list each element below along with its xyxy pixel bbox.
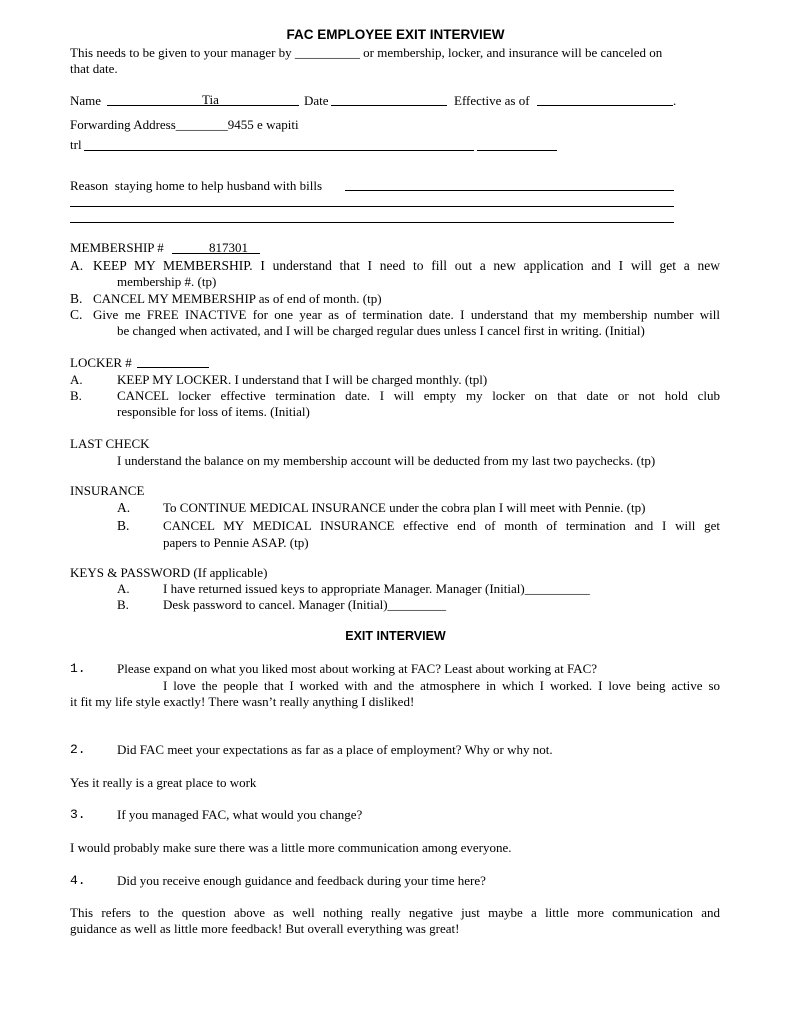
forwarding-underline-2[interactable]: [477, 150, 557, 151]
intro-line-2: that date.: [70, 61, 118, 76]
membership-c-line1: Give me FREE INACTIVE for one year as of termination date. I understand that my membership number will: [93, 307, 720, 322]
q3-text: If you managed FAC, what would you change?: [117, 807, 363, 822]
q1-number: 1.: [70, 661, 86, 676]
q2-answer: Yes it really is a great place to work: [70, 775, 257, 790]
q4-answer-line2: guidance as well as little more feedback! But overall everything was great!: [70, 921, 460, 936]
reason-line: [70, 178, 322, 194]
q4-number: 4.: [70, 873, 86, 888]
locker-a-marker: A.: [70, 372, 83, 387]
q4-text: Did you receive enough guidance and feedback during your time here?: [117, 873, 486, 888]
last-check-label: LAST CHECK: [70, 436, 150, 451]
last-check-text: I understand the balance on my membership account will be deducted from my last two paychecks. (tp): [117, 453, 656, 468]
exit-interview-heading: EXIT INTERVIEW: [345, 629, 446, 643]
keys-label: KEYS & PASSWORD (If applicable): [70, 565, 268, 580]
q3-answer: I would probably make sure there was a little more communication among everyone.: [70, 840, 512, 855]
reason-underline-3[interactable]: [70, 222, 674, 223]
forwarding-value[interactable]: 9455 e wapiti: [227, 117, 299, 132]
q4-answer-line1: This refers to the question above as well nothing really negative just maybe a little more communication and: [70, 905, 720, 920]
insurance-a-marker: A.: [117, 500, 131, 515]
membership-number[interactable]: 817301: [209, 240, 248, 255]
date-underline[interactable]: [331, 105, 447, 106]
insurance-a-text: To CONTINUE MEDICAL INSURANCE under the cobra plan I will meet with Pennie. (tp): [163, 500, 646, 515]
membership-label: MEMBERSHIP #: [70, 240, 164, 255]
name-value[interactable]: Tia: [202, 92, 219, 107]
keys-a-text: I have returned issued keys to appropriate Manager. Manager (Initial)__________: [163, 581, 590, 596]
locker-b-line2: responsible for loss of items. (Initial): [117, 404, 310, 419]
effective-label: Effective as of: [454, 93, 530, 108]
forwarding-label: Forwarding Address: [70, 117, 176, 132]
effective-period: .: [673, 93, 677, 108]
date-label: Date: [304, 93, 329, 108]
insurance-label: INSURANCE: [70, 483, 145, 498]
membership-underline: [172, 253, 260, 254]
reason-label: Reason: [70, 178, 109, 193]
q1-answer-line2: it fit my life style exactly! There wasn’t really anything I disliked!: [70, 694, 415, 709]
forwarding-line: [70, 117, 299, 133]
membership-a-line1: KEEP MY MEMBERSHIP. I understand that I need to fill out a new application and I will get a new: [93, 258, 720, 273]
locker-a-text: KEEP MY LOCKER. I understand that I will be charged monthly. (tpl): [117, 372, 488, 387]
name-label: Name: [70, 93, 102, 108]
q3-number: 3.: [70, 807, 86, 822]
locker-underline[interactable]: [137, 367, 209, 368]
forwarding-blank: ________: [175, 117, 228, 132]
q1-text: Please expand on what you liked most about working at FAC? Least about working at FAC?: [117, 661, 598, 676]
q2-text: Did FAC meet your expectations as far as a place of employment? Why or why not.: [117, 742, 553, 757]
membership-c-line2: be changed when activated, and I will be charged regular dues unless I cancel first in writing. (Initial): [117, 323, 645, 338]
page-title: FAC EMPLOYEE EXIT INTERVIEW: [286, 27, 505, 42]
q1-answer-line1: I love the people that I worked with and the atmosphere in which I worked. I love being active so: [163, 678, 720, 693]
insurance-b-line2: papers to Pennie ASAP. (tp): [163, 535, 309, 550]
membership-b-line1: CANCEL MY MEMBERSHIP as of end of month. (tp): [93, 291, 382, 306]
keys-a-marker: A.: [117, 581, 130, 596]
insurance-b-marker: B.: [117, 518, 130, 533]
membership-a-marker: A.: [70, 258, 84, 273]
effective-underline[interactable]: [537, 105, 673, 106]
q2-number: 2.: [70, 742, 86, 757]
reason-underline-2[interactable]: [70, 206, 674, 207]
forwarding-underline[interactable]: [84, 150, 474, 151]
keys-b-marker: B.: [117, 597, 129, 612]
intro-post: or membership, locker, and insurance will be canceled on: [363, 45, 663, 60]
intro-blank: __________: [294, 45, 360, 60]
intro-pre: This needs to be given to your manager by: [70, 45, 292, 60]
reason-value[interactable]: staying home to help husband with bills: [114, 178, 323, 193]
membership-c-marker: C.: [70, 307, 83, 322]
locker-b-marker: B.: [70, 388, 82, 403]
insurance-b-line1: CANCEL MY MEDICAL INSURANCE effective end of month of termination and I will get: [163, 518, 720, 533]
keys-b-text: Desk password to cancel. Manager (Initial)_________: [163, 597, 447, 612]
locker-b-line1: CANCEL locker effective termination date. I will empty my locker on that date or not hold club: [117, 388, 720, 403]
forwarding-cont[interactable]: trl: [70, 137, 82, 152]
reason-underline-1[interactable]: [345, 190, 674, 191]
locker-label: LOCKER #: [70, 355, 132, 370]
intro-line-1: [70, 45, 662, 61]
membership-a-line2: membership #. (tp): [117, 274, 217, 289]
membership-b-marker: B.: [70, 291, 83, 306]
